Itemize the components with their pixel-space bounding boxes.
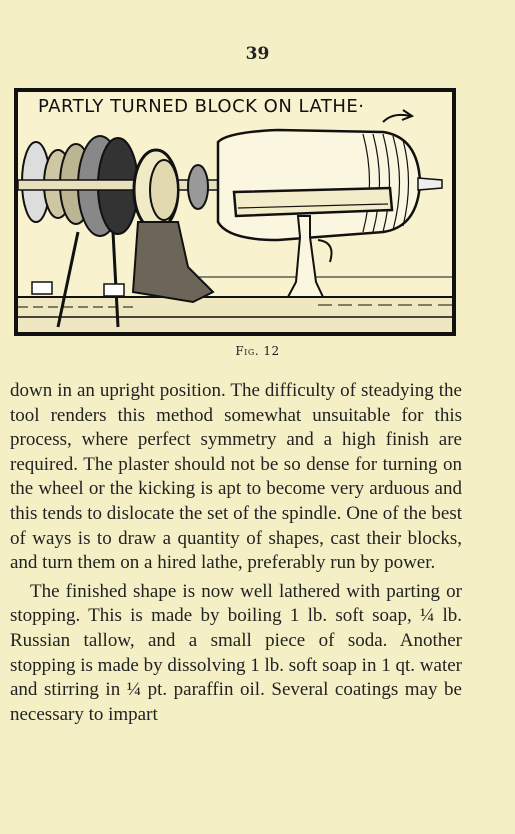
paragraph: down in an upright position. The difficulty of steadying the tool renders this method somewhat unsuitable for this process, where perfect symmetry and a high finish are required. The plaster should not be so dense for turning on the wheel or the kicking is apt to become very arduous and this tends to dislocate the set of the spindle. One of the best of ways is to draw a quantity of shapes, cast their blocks, and turn them on a hired lathe, preferably run by power. <box>10 380 462 574</box>
paragraph: The finished shape is now well lathered with parting or stopping. This is made by boiling 1 lb. soft soap, ¼ lb. Russian tallow, and a small piece of soda. Another stopping is made by dissolving 1 lb. soft soap in 1 qt. water and stirring in ¼ pt. paraffin oil. Several coatings may be necessary to impart <box>10 580 462 725</box>
figure-title: PARTLY TURNED BLOCK ON LATHE· <box>38 96 365 117</box>
page-number: 39 <box>245 44 270 64</box>
figure-caption: Fig. 12 <box>235 344 280 358</box>
lathe-illustration <box>18 92 452 332</box>
body-text <box>10 379 462 727</box>
figure-illustration <box>14 88 456 336</box>
